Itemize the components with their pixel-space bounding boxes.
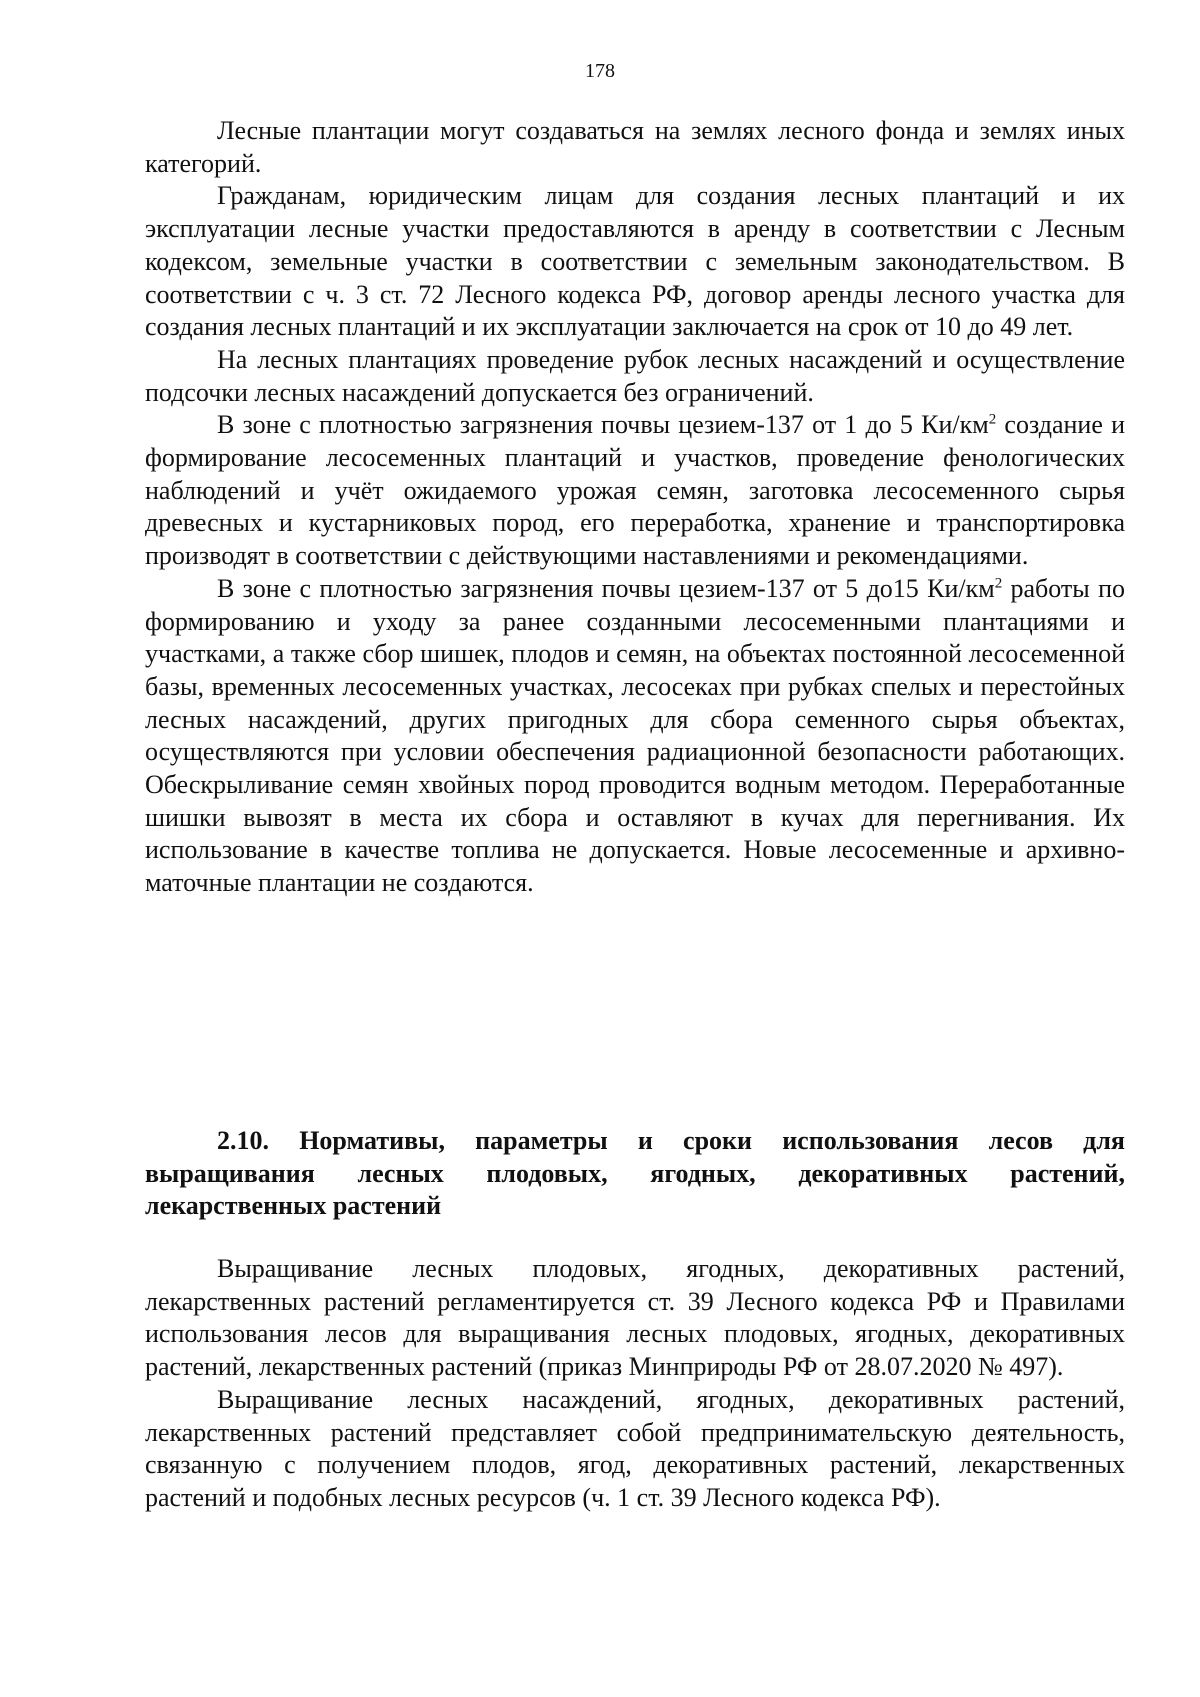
zone-2-lead: В зоне с плотностью загрязнения почвы цезием-137 от 5 до15 Ки/км xyxy=(217,573,995,603)
bottom-text-block xyxy=(145,1253,1125,1515)
paragraph-lease-terms: Гражданам, юридическим лицам для создания лесных плантаций и их эксплуатации лесные участки предоставляются в аренду в соответствии с Лесным кодексом, земельные участки в соответствии с земельным законодательством. В соответствии с ч. 3 ст. 72 Лесного кодекса РФ, договор аренды лесного участка для создания лесных плантаций и их эксплуатации заключается на срок от 10 до 49 лет. xyxy=(145,181,1125,342)
zone-1-lead: В зоне с плотностью загрязнения почвы цезием-137 от 1 до 5 Ки/км xyxy=(217,410,989,440)
paragraph-forest-plantations-lands: Лесные плантации могут создаваться на землях лесного фонда и землях иных категорий. xyxy=(145,116,1125,178)
paragraph-felling-tapping: На лесных плантациях проведение рубок лесных насаждений и осуществление подсочки лесных насаждений допускается без ограничений. xyxy=(145,344,1125,407)
section-heading: 2.10. Нормативы, параметры и сроки использования лесов для выращивания лесных плодовых, ягодных, декоративных растений, лекарственных растений xyxy=(145,1126,1125,1221)
page-number: 178 xyxy=(585,60,615,82)
top-text-block xyxy=(145,115,1125,900)
zone-1-superscript: 2 xyxy=(988,411,997,428)
paragraph-cultivation-business: Выращивание лесных насаждений, ягодных, декоративных растений, лекарственных растений представляет собой предпринимательскую деятельность, связанную с получением плодов, ягод, декоративных растений, лекарственных растений и подобных лесных ресурсов (ч. 1 ст. 39 Лесного кодекса РФ). xyxy=(145,1384,1125,1512)
zone-2-rest: работы по формированию и уходу за ранее созданными лесосеменными плантациями и участками, а также сбор шишек, плодов и семян, на объектах постоянной лесосеменной базы, временных лесосеменных участках, лесосеках при рубках спелых и перестойных лесных насаждений, других пригодных для сбора семенного сырья объектах, осуществляются при условии обеспечения радиационной безопасности работающих. Обескрыливание семян хвойных пород проводится водным методом. Переработанные шишки вывозят в места их сбора и оставляют в кучах для перегнивания. Их использование в качестве топлива не допускается. Новые лесосеменные и архивно-маточные плантации не создаются. xyxy=(145,573,1125,898)
zone-1-rest: создание и формирование лесосеменных плантаций и участков, проведение фенологических наблюдений и учёт ожидаемого урожая семян, заготовка лесосеменного сырья древесных и кустарниковых пород, его переработка, хранение и транспортировка производят в соответствии с действующими наставлениями и рекомендациями. xyxy=(145,410,1125,571)
zone-2-superscript: 2 xyxy=(994,575,1003,592)
paragraph-zone-1-5 xyxy=(145,409,1125,573)
paragraph-zone-5-15 xyxy=(145,573,1125,900)
paragraph-cultivation-regulation: Выращивание лесных плодовых, ягодных, декоративных растений, лекарственных растений регламентируется ст. 39 Лесного кодекса РФ и Правилами использования лесов для выращивания лесных плодовых, ягодных, декоративных растений, лекарственных растений (приказ Минприроды РФ от 28.07.2020 № 497). xyxy=(145,1254,1125,1382)
